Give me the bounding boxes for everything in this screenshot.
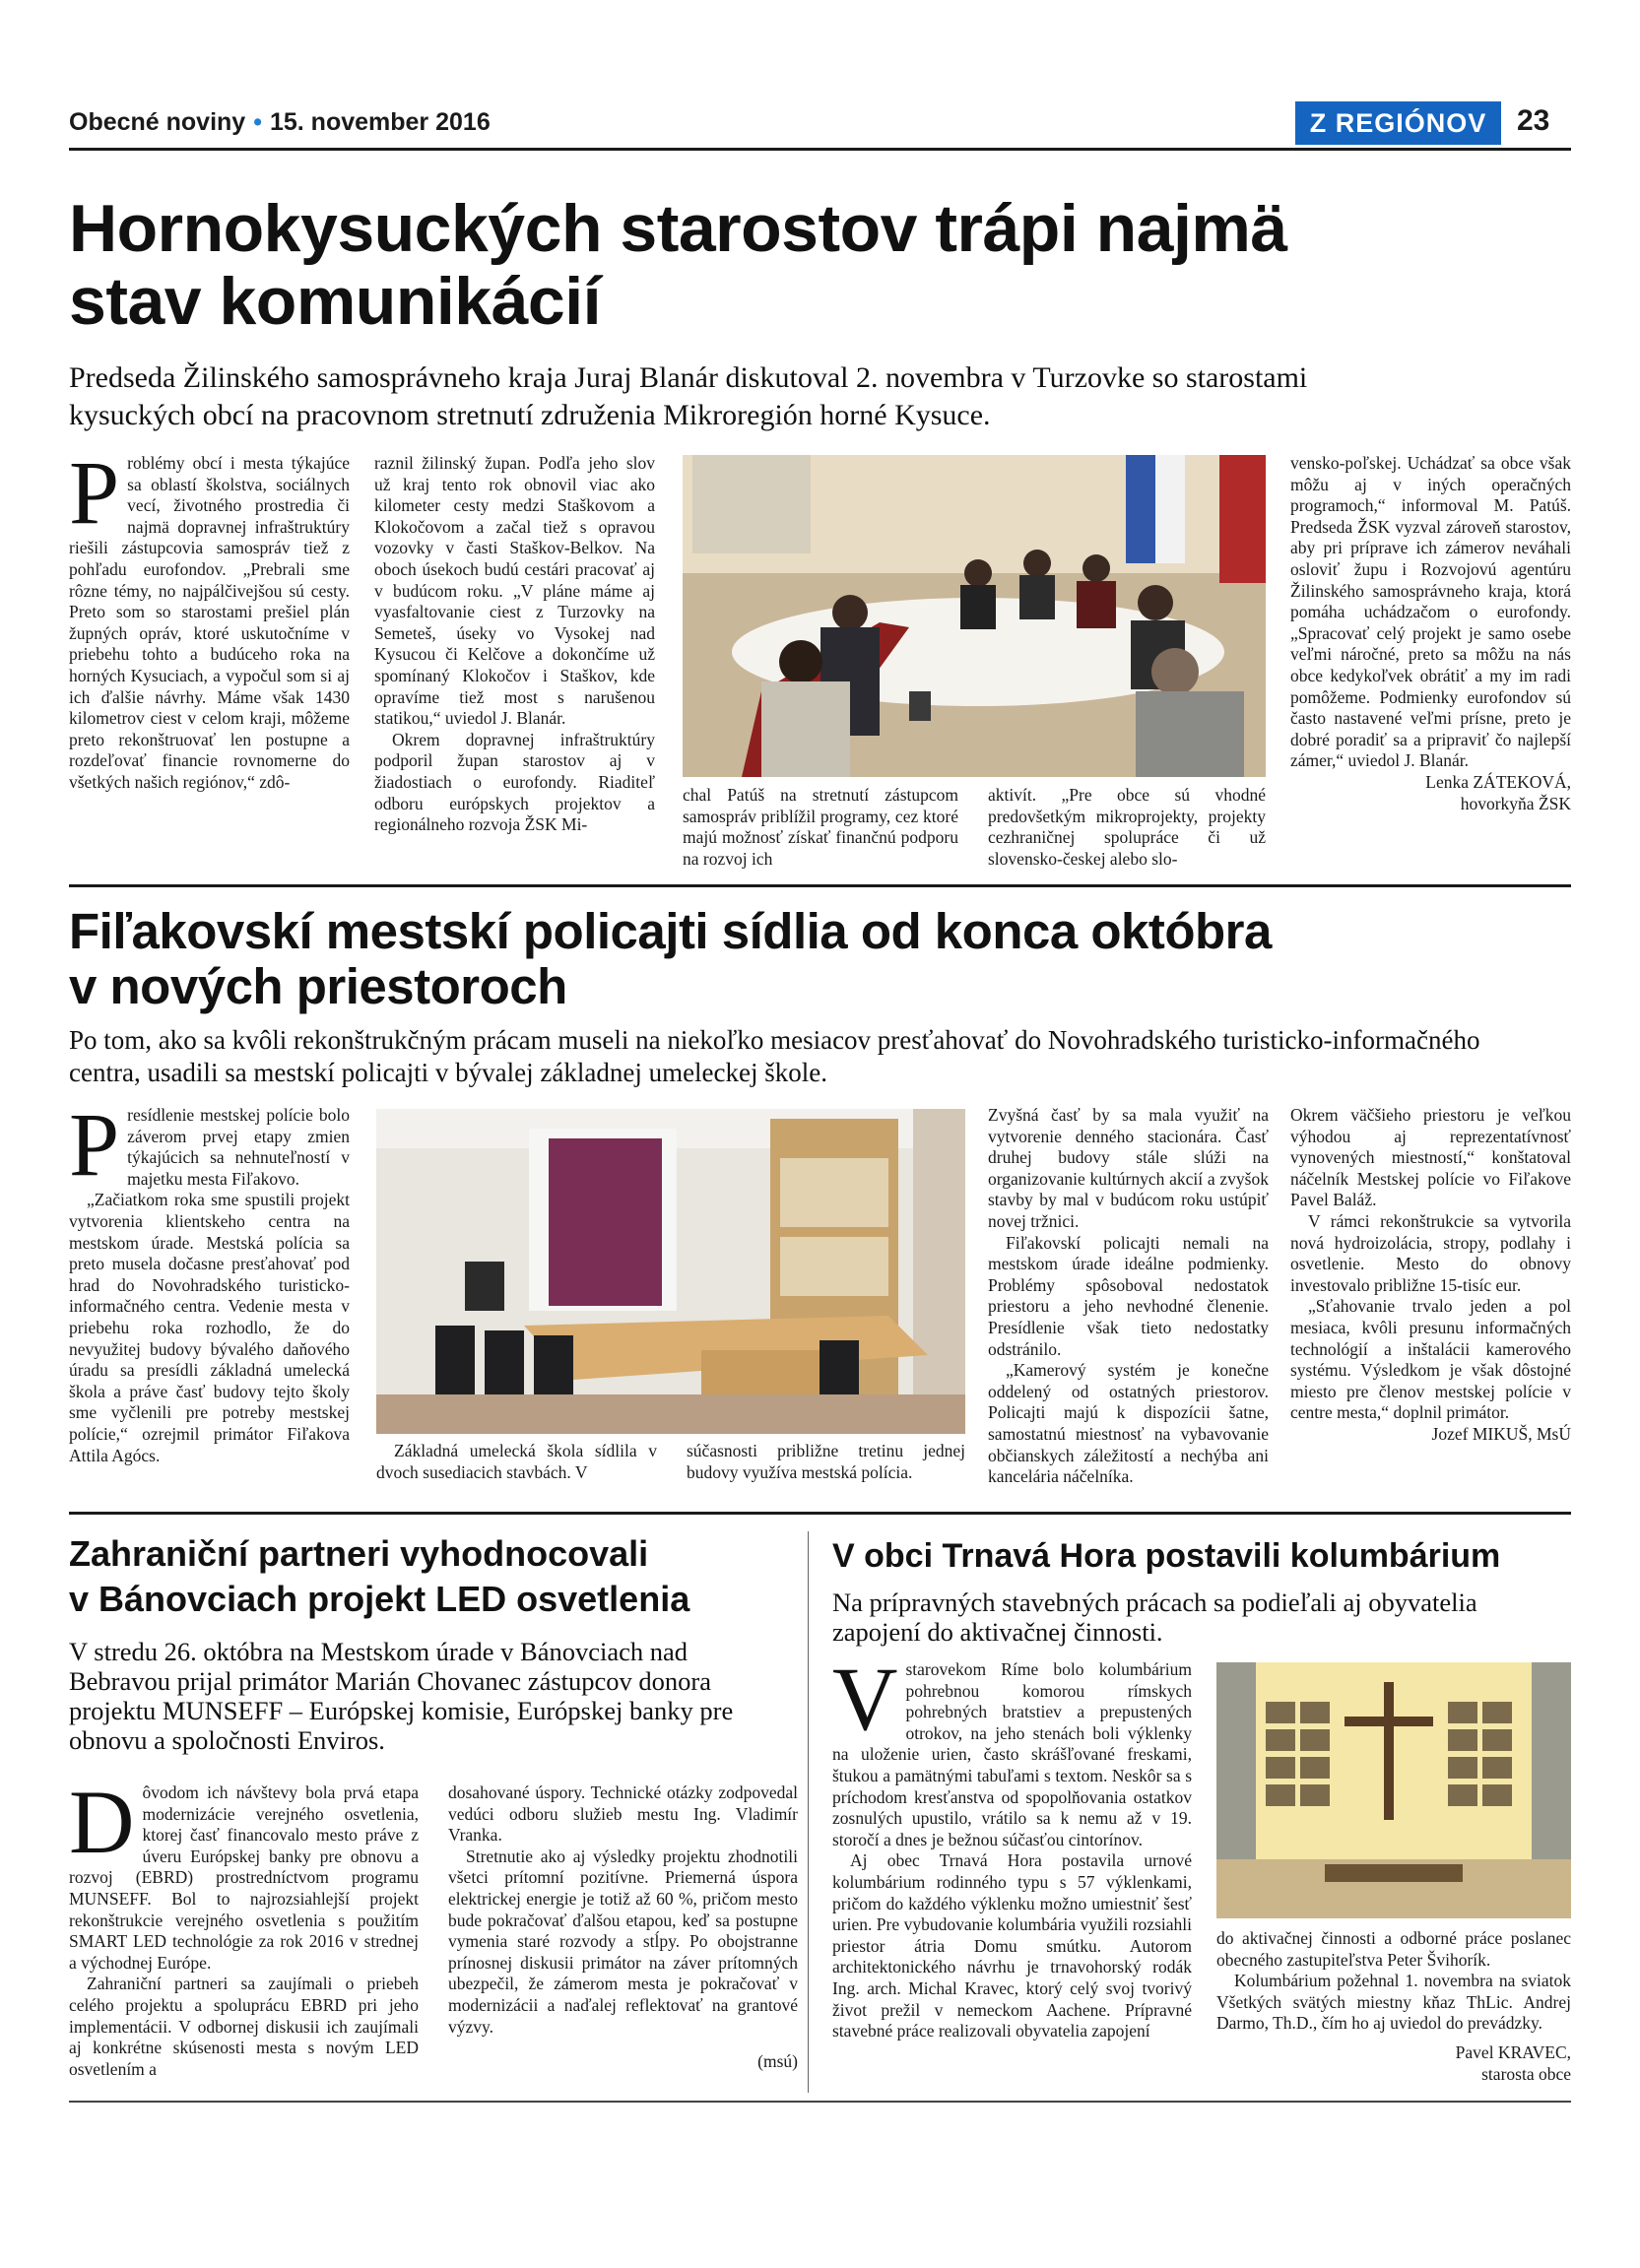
author-role: starosta obce <box>1481 2063 1571 2084</box>
paragraph: „Sťahovanie trvalo jeden a pol mesiaca, kvôli presunu informačných technológií a inštalácii kamerového systému. Výsledkom je však dôstojné miesto pre členov mestskej polície v centre mesta,“ doplnil primátor. <box>1290 1296 1571 1423</box>
paragraph: Aj obec Trnavá Hora postavila urnové kolumbárium rodinného typu s 57 výklenkami, pričom do každého výklenku možno umiestniť šesť urien. Pre vybudovanie kolumbária využili rozsiahli priestor átria Domu smútku. Autorom architektonického návrhu je trnavohorský rodák Ing. arch. Michal Kravec, ktorý celý svoj tvorivý život prežil v nemeckom Aachene. Prípravné stavebné práce realizovali obyvatelia zapojení <box>832 1850 1192 2041</box>
paragraph: „Začiatkom roka sme spustili projekt vytvorenia klientskeho centra na mestskom úrade. Mestská polícia sa preto musela dočasne presťahovať pod hrad do Novohradského turisticko-informačného centra. Vedenie mesta v priebehu roka rozhodlo, že do nevyužitej budovy bývalého daňového úradu sa presídli základná umelecká škola a práve časť budovy tejto školy sme vyčlenili pre potreby mestskej polície,“ ozrejmil primátor Fiľakova Attila Agócs. <box>69 1190 350 1465</box>
lead-line: obnovu a spoločnosti Enviros. <box>69 1725 385 1755</box>
paragraph: starovekom Ríme bolo kolumbárium pohrebnou komorou rímskych pohrebných bratstiev a prepustených otrokov, na jeho stenách boli výklenky na uloženie urien, často skrášľované freskami, štukou a pamätnými tabuľami s textom. Neskôr sa s príchodom kresťanstva od spopolňovania ostatkov zosnulých upustilo, vrátilo sa k nemu až v 19. storočí a dnes je bežnou súčasťou cintorínov. <box>832 1659 1192 1849</box>
article-3-lead <box>69 1637 733 1755</box>
article-2-col-1 <box>69 1094 350 1466</box>
article-1-col-3 <box>683 785 958 870</box>
drop-cap: P <box>69 1094 120 1195</box>
paragraph: Fiľakovskí policajti nemali na mestskom úrade ideálne podmienky. Problémy spôsoboval nedostatok priestoru a jeho nevhodné členenie. Presídlenie však tieto nedostatky odstránilo. <box>988 1232 1269 1359</box>
title-line: v nových priestoroch <box>69 958 567 1014</box>
paragraph: Okrem dopravnej infraštruktúry podporil župan starostov aj v žiadostiach o eurofondy. Riaditeľ odboru európskych projektov a regionálneho rozvoja ŽSK Mi- <box>374 729 655 835</box>
paragraph: chal Patúš na stretnutí zástupcom samospráv priblížil programy, cez ktoré majú možnosť získať finančnú podporu na rozvoj ich <box>683 785 958 869</box>
photo-caption-b <box>687 1441 965 1483</box>
article-2-lead <box>69 1024 1479 1089</box>
columbarium-image <box>1216 1662 1571 1918</box>
paragraph: Stretnutie ako aj výsledky projektu zhodnotili všetci prítomní pozitívne. Priemerná úspora elektrickej energie je totiž až 60 %, pričom mesto bude pokračovať ďalšou etapou, keď sa postupne vymenia staré rozvody a stĺpy. Po obojstranne prínosnej diskusii primátor na záver prítomných ubezpečil, že zámerom mesta je pokračovať v modernizácii a naďalej reflektovať na grantové výzvy. <box>448 1846 798 2037</box>
title-line: Hornokysuckých starostov trápi najmä <box>69 191 1287 266</box>
paragraph: ôvodom ich návštevy bola prvá etapa modernizácie verejného osvetlenia, ktorej časť financovalo mesto práve z úveru Európskej banky pre obnovu a rozvoj (EBRD) prostredníctvom programu MUNSEFF. Bol to najrozsiahlejší projekt rekonštrukcie verejného osvetlenia s použitím SMART LED technológie za rok 2016 v strednej a východnej Európe. <box>69 1782 419 1973</box>
author-name: Pavel KRAVEC, <box>1455 2041 1571 2062</box>
article-4-title: V obci Trnavá Hora postavili kolumbárium <box>832 1537 1501 1575</box>
paragraph: resídlenie mestskej polície bolo záverom prvej etapy zmien týkajúcich sa nehnuteľností v majetku mesta Fiľakovo. <box>127 1105 350 1189</box>
paragraph: Zvyšná časť by sa mala využiť na vytvorenie denného stacionára. Časť druhej budovy stále slúži na organizovanie kultúrnych akcií a zvyšok stavby by mal v budúcom roku ustúpiť novej tržnici. <box>988 1105 1269 1231</box>
paragraph: V rámci rekonštrukcie sa vytvorila nová hydroizolácia, stropy, podlahy i osvetlenie. Mesto do obnovy investovalo približne 15-tisíc eur. <box>1290 1210 1571 1295</box>
article-4-lead <box>832 1588 1477 1647</box>
paragraph: Okrem väčšieho priestoru je veľkou výhodou aj reprezentatívnosť vynovených miestností,“ konštatoval náčelník Mestskej polície vo Fiľakove Pavel Baláž. <box>1290 1105 1571 1210</box>
drop-cap: D <box>69 1772 135 1872</box>
issue-date: 15. november 2016 <box>269 108 491 136</box>
masthead <box>69 108 491 137</box>
lead-line: V stredu 26. októbra na Mestskom úrade v Bánovciach nad <box>69 1637 689 1666</box>
section-label: Z REGIÓNOV <box>1295 101 1501 145</box>
lead-line: zapojení do aktivačnej činnosti. <box>832 1617 1163 1647</box>
meeting-image <box>683 455 1266 777</box>
lead-line: Predseda Žilinského samosprávneho kraja Juraj Blanár diskutoval 2. novembra v Turzovke so starostami <box>69 361 1308 394</box>
divider <box>69 884 1571 887</box>
divider <box>69 1512 1571 1515</box>
title-line: stav komunikácií <box>69 264 602 339</box>
lead-line: Na prípravných stavebných prácach sa podieľali aj obyvatelia <box>832 1588 1477 1617</box>
header-rule <box>69 148 1571 151</box>
lead-line: Bebravou prijal primátor Marián Chovanec zástupcov donora <box>69 1666 711 1696</box>
article-1-col-5 <box>1290 453 1571 814</box>
caption-text: súčasnosti približne tretinu jednej budovy využíva mestská polícia. <box>687 1441 965 1482</box>
drop-cap: V <box>832 1649 898 1749</box>
author-role: hovorkyňa ŽSK <box>1460 793 1571 813</box>
article-1-lead <box>69 359 1307 434</box>
paragraph: vensko-poľskej. Uchádzať sa obce však môžu aj v iných operačných programoch,“ informoval M. Patúš. Predseda ŽSK vyzval zároveň starostov, aby pri príprave ich zámerov neváhali osloviť župu i Rozvojovú agentúru Žilinského samosprávneho kraja, ktorá pomáha uchádzačom o eurofondy. „Spracovať celý projekt je samo osebe veľmi náročné, preto sa môžu na nás obce kedykoľvek obrátiť a my im radi pomôžeme. Podmienky eurofondov sú často nastavené veľmi prísne, preto je dobré poradiť sa a pripraviť čo najlepší zámer,“ uviedol J. Blanár. <box>1290 453 1571 771</box>
paragraph: aktivít. „Pre obce sú vhodné predovšetkým mikroprojekty, projekty cezhraničnej spolupráce či už slovensko-českej alebo slo- <box>988 785 1266 869</box>
article-3-title <box>69 1531 689 1622</box>
paragraph: dosahované úspory. Technické otázky zodpovedal vedúci odboru služieb mestu Ing. Vladimír Vranka. <box>448 1782 798 1846</box>
article-3-col-2 <box>448 1782 798 2073</box>
article-3-col-1 <box>69 1772 419 2080</box>
caption-text: Základná umelecká škola sídlila v dvoch susediacich stavbách. V <box>376 1441 657 1482</box>
article-2-col-4 <box>1290 1105 1571 1446</box>
article-2-col-3 <box>988 1105 1269 1488</box>
lead-line: Po tom, ako sa kvôli rekonštrukčným prácam museli na niekoľko mesiacov presťahovať do Novohradského turisticko-informačného <box>69 1025 1480 1055</box>
lead-line: kysuckých obcí na pracovnom stretnutí združenia Mikroregión horné Kysuce. <box>69 399 991 431</box>
photo-caption-a <box>376 1441 657 1483</box>
footer-rule <box>69 2101 1571 2103</box>
photo-columbarium <box>1216 1662 1571 1918</box>
drop-cap: P <box>69 442 120 543</box>
column-divider <box>808 1531 809 2093</box>
paper-name: Obecné noviny <box>69 108 246 136</box>
paragraph: Zahraniční partneri sa zaujímali o priebeh celého projektu a spoluprácu EBRD pri jeho implementácii. V odbornej diskusii ich zaujímali aj konkrétne skúsenosti mesta s novým LED osvetlením a <box>69 1974 419 2079</box>
photo-police-office <box>376 1109 965 1434</box>
bullet-icon: • <box>253 108 262 136</box>
paragraph: „Kamerový systém je konečne oddelený od ostatných priestorov. Policajti majú k dispozícii šatne, samostatnú miestnosť na vybavovanie občianskych záležitostí a nechýba ani kancelária náčelníka. <box>988 1360 1269 1487</box>
article-4-col-1 <box>832 1649 1192 2042</box>
lead-line: centra, usadili sa mestskí policajti v bývalej základnej umeleckej škole. <box>69 1058 828 1087</box>
article-2-title <box>69 904 1272 1014</box>
paragraph: Kolumbárium požehnal 1. novembra na sviatok Všetkých svätých miestny kňaz ThLic. Andrej Darmo, Th.D., čím ho aj uviedol do prevádzky. <box>1216 1971 1571 2034</box>
page-number: 23 <box>1517 104 1550 137</box>
paragraph: roblémy obcí i mesta týkajúce sa oblastí školstva, sociálnych vecí, životného prostredia či najmä dopravnej infraštruktúry riešili zástupcovia samospráv tiež z pohľadu eurofondov. „Prebrali sme rôzne témy, no najpálčivejšou sú cesty. Preto som so starostami prešiel plán župných opráv, ktoré uskutočníme v priebehu tohto a budúceho roka na horných Kysuciach, a vypočul som si aj ich ďalšie návrhy. Máme však 1430 kilometrov ciest v celom kraji, môžeme preto rekonštruovať len postupne a rozdeľovať financie rovnomerne do všetkých našich regiónov,“ zdô- <box>69 453 350 792</box>
article-4-col-2 <box>1216 1928 1571 2085</box>
title-line: v Bánovciach projekt LED osvetlenia <box>69 1579 690 1619</box>
article-1-title <box>69 192 1287 338</box>
author-name: Lenka ZÁTEKOVÁ, <box>1425 771 1571 792</box>
office-image <box>376 1109 965 1434</box>
photo-meeting <box>683 455 1266 777</box>
lead-line: projektu MUNSEFF – Európskej komisie, Európskej banky pre <box>69 1696 734 1725</box>
article-1-col-2 <box>374 453 655 836</box>
article-1-col-1 <box>69 442 350 794</box>
paragraph: do aktivačnej činnosti a odborné práce poslanec obecného zastupiteľstva Peter Švihorík. <box>1216 1928 1571 1970</box>
author-name: Jozef MIKUŠ, MsÚ <box>1431 1423 1571 1444</box>
article-1-col-4 <box>988 785 1266 870</box>
paragraph: raznil žilinský župan. Podľa jeho slov už kraj tento rok obnovil viac ako kilometer cesty medzi Staškovom a Klokočovom a začal tiež s opravou vozovky v časti Staškov-Belkov. Na oboch úsekoch budú cestári pracovať aj v budúcom roku. „V pláne máme aj vyasfaltovanie ciest z Turzovky na Semeteš, úseky vo Vysokej nad Kysucou či Kelčove a dokončíme už spomínaný Klokočov i Staškov, kde opravíme tiež most s narušenou statikou,“ uviedol J. Blanár. <box>374 453 655 729</box>
author-name: (msú) <box>757 2051 798 2072</box>
title-line: Zahraniční partneri vyhodnocovali <box>69 1533 649 1574</box>
title-line: Fiľakovskí mestskí policajti sídlia od konca októbra <box>69 903 1272 959</box>
